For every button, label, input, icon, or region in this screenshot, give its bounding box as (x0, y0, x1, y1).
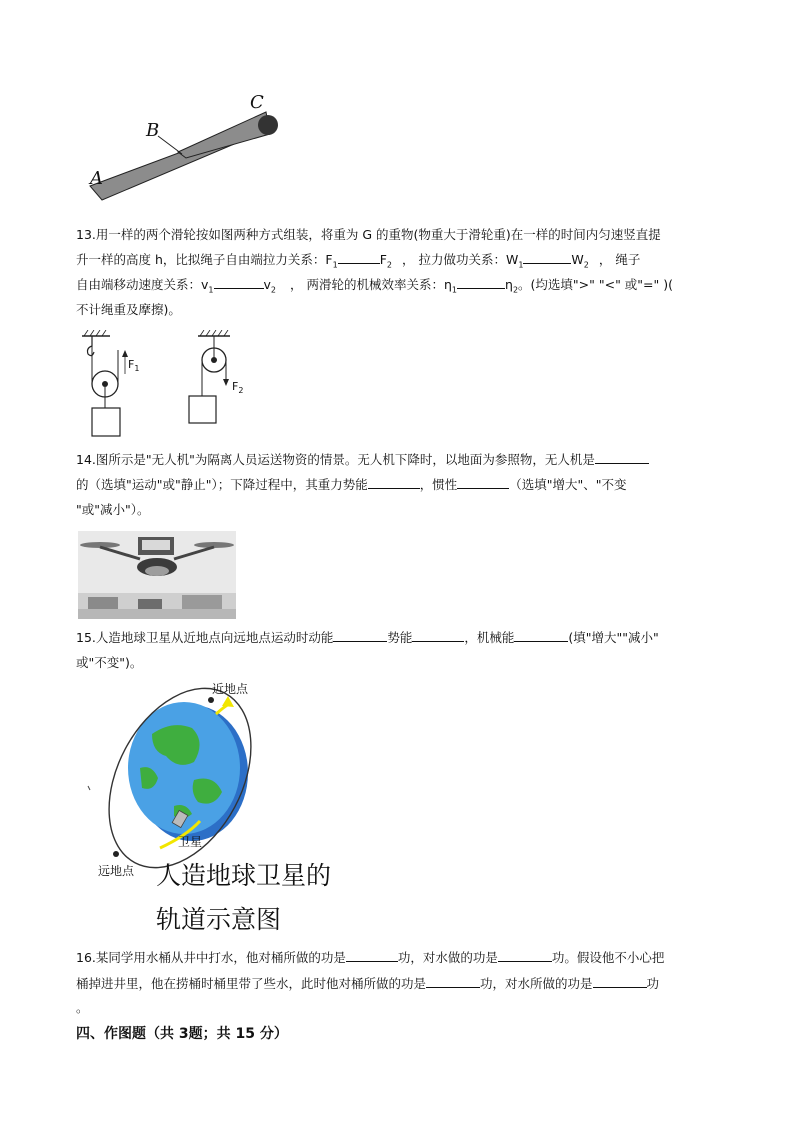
q16-blank-bucket2[interactable] (426, 975, 480, 988)
q14-line2: 的（选填"运动"或"静止"）；下降过程中，其重力势能 ，惯性 （选填"增大"、"不变 (76, 477, 627, 492)
q13-line1: 13.用一样的两个滑轮按如图两种方式组装，将重为 G 的重物(物重大于滑轮重)在一样的时间内匀速竖直提 (76, 227, 661, 242)
q13-line3: 自由端移动速度关系：$v_1$ $v_2$ ， 两滑轮的机械效率关系：$\eta_1$ $\eta_2$。(均选填">" "<" 或"=" )( (76, 277, 673, 295)
q14-line3: "或"减小"）。 (76, 502, 150, 517)
drone-drawing (78, 531, 236, 619)
label-b: B (146, 120, 160, 141)
satellite-label: 卫星 (178, 835, 203, 849)
f2-label: $F_2$ (232, 380, 244, 396)
q15-blank-potential[interactable] (412, 629, 464, 642)
q15-line2: 或"不变")。 (76, 655, 143, 670)
orbit-drawing (82, 676, 372, 876)
label-c: C (250, 92, 264, 113)
q16-line3: 。 (76, 1000, 89, 1015)
orbit-caption-line1: 人造地球卫星的 (156, 861, 332, 890)
q13-line4: 不计绳重及摩擦)。 (76, 302, 181, 317)
orbit-figure (82, 676, 372, 940)
q14-line1: 14.图所示是"无人机"为隔离人员运送物资的情景。无人机下降时，以地面为参照物，无人机是 (76, 451, 721, 469)
label-a: A (90, 168, 103, 189)
q16-blank-bucket[interactable] (346, 949, 398, 962)
q15-line1: 15.人造地球卫星从近地点向远地点运动时动能 势能 ，机械能 (填"增大""减小" (76, 630, 659, 645)
q13-blank-w[interactable] (523, 251, 571, 264)
q16-line2: 桶掉进井里，他在捞桶时桶里带了些水，此时他对桶所做的功是 功，对水所做的功是 功 (76, 976, 660, 991)
apogee-label: 远地点 (98, 864, 135, 878)
q14-blank-motion[interactable] (595, 451, 649, 464)
q15-blank-mechanical[interactable] (514, 629, 568, 642)
q13-blank-eta[interactable] (457, 276, 505, 289)
orbit-caption-line2: 轨道示意图 (156, 905, 282, 934)
q16-line1: 16.某同学用水桶从井中打水，他对桶所做的功是 功，对水做的功是 功。假设他不小心把 (76, 950, 665, 965)
f1-label: $F_1$ (128, 358, 140, 374)
q16-blank-water[interactable] (498, 949, 552, 962)
drone-photo (78, 531, 236, 619)
q13-blank-v[interactable] (214, 276, 264, 289)
q16-blank-water2[interactable] (593, 975, 647, 988)
q14-blank-inertia[interactable] (457, 476, 509, 489)
q14-blank-potential[interactable] (368, 476, 420, 489)
section-4-heading: 四、作图题（共 3题；共 15 分） (76, 1026, 288, 1042)
pulley-drawing (80, 330, 280, 440)
q13-line2: 升一样的高度 h，比拟绳子自由端拉力关系：$F_1$ $F_2$ ， 拉力做功关系：$W_1$ $W_2$ ， 绳子 (76, 252, 641, 270)
q15-blank-kinetic[interactable] (333, 629, 387, 642)
scissors-figure (82, 88, 287, 203)
pulley-figure (80, 330, 280, 440)
perigee-label: 近地点 (212, 682, 249, 696)
q13-blank-f[interactable] (338, 251, 380, 264)
